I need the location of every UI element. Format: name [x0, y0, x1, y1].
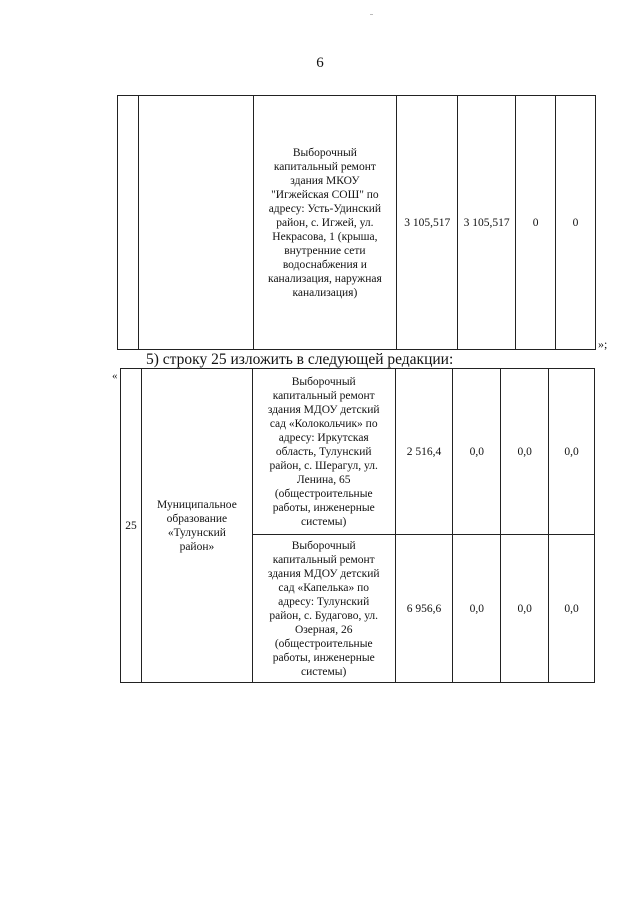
description-cell: Выборочный капитальный ремонт здания МДОУ детский сад «Капелька» по адресу: Тулунский район, с. Будагово, ул. Озерная, 26 (общестроительные работы, инженерные системы): [252, 535, 395, 683]
row-number-cell: [118, 96, 139, 350]
value-cell-4: 0,0: [549, 535, 595, 683]
value-cell-2: 3 105,517: [458, 96, 516, 350]
row-number-cell: 25: [121, 369, 142, 683]
value-cell-4: 0,0: [549, 369, 595, 535]
value-cell-1: 6 956,6: [395, 535, 453, 683]
value-cell-3: 0: [516, 96, 556, 350]
page-number: 6: [316, 55, 324, 71]
municipality-cell: [138, 96, 253, 350]
value-cell-2: 0,0: [453, 369, 501, 535]
value-cell-3: 0,0: [501, 369, 549, 535]
description-cell: Выборочный капитальный ремонт здания МДОУ детский сад «Колокольчик» по адресу: Иркутская область, Тулунский район, с. Шерагул, ул. Ленина, 65 (общестроительные работы, инженерные системы): [252, 369, 395, 535]
table-row: [121, 369, 595, 535]
value-cell-3: 0,0: [501, 535, 549, 683]
value-cell-1: 3 105,517: [397, 96, 458, 350]
amendment-instruction: 5) строку 25 изложить в следующей редакции:: [146, 351, 454, 368]
value-cell-1: 2 516,4: [395, 369, 453, 535]
table-row: [118, 96, 596, 350]
opening-quote: «: [112, 370, 118, 382]
closing-quote: »;: [598, 337, 608, 351]
table-row-25: [120, 368, 595, 683]
value-cell-2: 0,0: [453, 535, 501, 683]
description-cell: Выборочный капитальный ремонт здания МКОУ "Игжейская СОШ" по адресу: Усть-Удинский район, с. Игжей, ул. Некрасова, 1 (крыша, внутренние сети водоснабжения и канализация, наружная канализация): [253, 96, 397, 350]
value-cell-4: 0: [556, 96, 596, 350]
table-continued: [117, 95, 596, 350]
municipality-cell: Муниципальное образование «Тулунский район»: [141, 369, 252, 683]
scan-mark: [370, 14, 373, 15]
